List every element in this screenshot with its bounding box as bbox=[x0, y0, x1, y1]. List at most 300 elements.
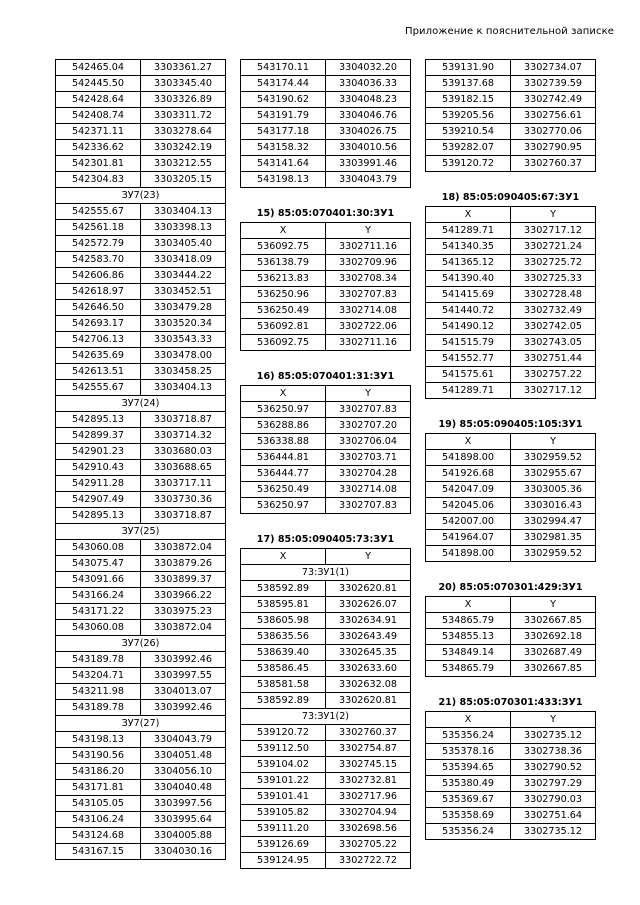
table-row bbox=[426, 645, 596, 661]
cell-x: 541552.77 bbox=[426, 351, 511, 367]
cell-y: 3302714.08 bbox=[326, 482, 411, 498]
table-row bbox=[56, 124, 226, 140]
cell-x: 543190.56 bbox=[56, 748, 141, 764]
cell-x: 543167.15 bbox=[56, 844, 141, 860]
cell-y: 3302760.37 bbox=[326, 725, 411, 741]
cell-x: 536092.75 bbox=[241, 335, 326, 351]
subsection-row bbox=[56, 716, 226, 732]
cell-y: 3302742.49 bbox=[511, 92, 596, 108]
coordinate-table bbox=[425, 596, 596, 677]
coordinate-table bbox=[240, 548, 411, 869]
cell-x: 538581.58 bbox=[241, 677, 326, 693]
table-row bbox=[56, 268, 226, 284]
cell-y: 3303992.46 bbox=[141, 700, 226, 716]
table-row bbox=[56, 364, 226, 380]
cell-y: 3302742.05 bbox=[511, 319, 596, 335]
table-row bbox=[56, 412, 226, 428]
cell-y: 3302728.48 bbox=[511, 287, 596, 303]
cell-y: 3302745.15 bbox=[326, 757, 411, 773]
header-x: X bbox=[426, 207, 511, 223]
table-row bbox=[241, 821, 411, 837]
cell-y: 3303005.36 bbox=[511, 482, 596, 498]
cell-y: 3302790.52 bbox=[511, 760, 596, 776]
table-row bbox=[241, 741, 411, 757]
table-row bbox=[426, 744, 596, 760]
subsection-row bbox=[241, 709, 411, 725]
table-row bbox=[241, 319, 411, 335]
cell-x: 542561.18 bbox=[56, 220, 141, 236]
subsection-row bbox=[56, 524, 226, 540]
cell-y: 3302705.22 bbox=[326, 837, 411, 853]
table-row bbox=[241, 645, 411, 661]
table-row bbox=[241, 677, 411, 693]
section-title: 17) 85:05:090405:73:ЗУ1 bbox=[256, 534, 395, 545]
table-row bbox=[241, 805, 411, 821]
cell-x: 543124.68 bbox=[56, 828, 141, 844]
table-row bbox=[426, 760, 596, 776]
table-row bbox=[56, 460, 226, 476]
cell-y: 3302707.20 bbox=[326, 418, 411, 434]
table-row bbox=[241, 434, 411, 450]
table-row bbox=[56, 604, 226, 620]
cell-x: 538605.98 bbox=[241, 613, 326, 629]
cell-x: 541490.12 bbox=[426, 319, 511, 335]
cell-x: 536092.81 bbox=[241, 319, 326, 335]
header-y: Y bbox=[511, 712, 596, 728]
cell-x: 543189.78 bbox=[56, 700, 141, 716]
cell-x: 541365.12 bbox=[426, 255, 511, 271]
table-row bbox=[241, 303, 411, 319]
cell-y: 3303899.37 bbox=[141, 572, 226, 588]
cell-y: 3304051.48 bbox=[141, 748, 226, 764]
page-header: Приложение к пояснительной записке bbox=[404, 26, 614, 37]
cell-y: 3304048.23 bbox=[326, 92, 411, 108]
cell-y: 3302732.81 bbox=[326, 773, 411, 789]
cell-y: 3304013.07 bbox=[141, 684, 226, 700]
cell-x: 542895.13 bbox=[56, 508, 141, 524]
cell-x: 542555.67 bbox=[56, 380, 141, 396]
cell-x: 543198.13 bbox=[56, 732, 141, 748]
table-row bbox=[426, 824, 596, 840]
section-title: 18) 85:05:090405:67:ЗУ1 bbox=[441, 192, 580, 203]
table-row bbox=[241, 773, 411, 789]
cell-x: 539104.02 bbox=[241, 757, 326, 773]
cell-y: 3303405.40 bbox=[141, 236, 226, 252]
table-row bbox=[426, 239, 596, 255]
header-x: X bbox=[241, 549, 326, 565]
table-row bbox=[56, 572, 226, 588]
table-row bbox=[426, 776, 596, 792]
cell-y: 3303991.46 bbox=[326, 156, 411, 172]
cell-y: 3303205.15 bbox=[141, 172, 226, 188]
table-header-row bbox=[426, 712, 596, 728]
table-row bbox=[241, 853, 411, 869]
table-row bbox=[426, 255, 596, 271]
table-row bbox=[56, 316, 226, 332]
coordinate-table bbox=[55, 59, 226, 860]
table-row bbox=[426, 728, 596, 744]
table-row bbox=[426, 792, 596, 808]
table-row bbox=[56, 172, 226, 188]
cell-x: 541415.69 bbox=[426, 287, 511, 303]
table-row bbox=[426, 482, 596, 498]
cell-y: 3304040.48 bbox=[141, 780, 226, 796]
subsection-label: ЗУ7(27) bbox=[56, 716, 226, 732]
cell-y: 3304043.79 bbox=[141, 732, 226, 748]
cell-y: 3303452.51 bbox=[141, 284, 226, 300]
table-row bbox=[56, 380, 226, 396]
table-row bbox=[56, 444, 226, 460]
table-row bbox=[426, 335, 596, 351]
cell-x: 538586.45 bbox=[241, 661, 326, 677]
cell-y: 3302735.12 bbox=[511, 728, 596, 744]
table-row bbox=[56, 108, 226, 124]
cell-y: 3302645.35 bbox=[326, 645, 411, 661]
table-row bbox=[426, 514, 596, 530]
cell-x: 539137.68 bbox=[426, 76, 511, 92]
table-row bbox=[426, 661, 596, 677]
cell-y: 3302711.16 bbox=[326, 239, 411, 255]
cell-y: 3302708.34 bbox=[326, 271, 411, 287]
cell-y: 3302721.24 bbox=[511, 239, 596, 255]
cell-x: 543171.22 bbox=[56, 604, 141, 620]
cell-y: 3302735.12 bbox=[511, 824, 596, 840]
cell-x: 542045.06 bbox=[426, 498, 511, 514]
cell-y: 3304010.56 bbox=[326, 140, 411, 156]
cell-x: 543204.71 bbox=[56, 668, 141, 684]
cell-x: 539105.82 bbox=[241, 805, 326, 821]
cell-y: 3302739.59 bbox=[511, 76, 596, 92]
cell-x: 543106.24 bbox=[56, 812, 141, 828]
cell-y: 3304043.79 bbox=[326, 172, 411, 188]
cell-x: 542465.04 bbox=[56, 60, 141, 76]
table-row bbox=[241, 239, 411, 255]
cell-y: 3302667.85 bbox=[511, 661, 596, 677]
cell-y: 3303418.09 bbox=[141, 252, 226, 268]
cell-y: 3303717.11 bbox=[141, 476, 226, 492]
table-row bbox=[56, 156, 226, 172]
cell-x: 539126.69 bbox=[241, 837, 326, 853]
cell-y: 3304036.33 bbox=[326, 76, 411, 92]
subsection-row bbox=[56, 636, 226, 652]
cell-x: 539111.20 bbox=[241, 821, 326, 837]
table-row bbox=[241, 271, 411, 287]
cell-y: 3302717.12 bbox=[511, 223, 596, 239]
cell-y: 3302981.35 bbox=[511, 530, 596, 546]
cell-y: 3303992.46 bbox=[141, 652, 226, 668]
cell-x: 539120.72 bbox=[426, 156, 511, 172]
cell-x: 535369.67 bbox=[426, 792, 511, 808]
table-row bbox=[426, 156, 596, 172]
cell-y: 3303326.89 bbox=[141, 92, 226, 108]
cell-x: 542618.97 bbox=[56, 284, 141, 300]
table-row bbox=[426, 546, 596, 562]
cell-x: 542635.69 bbox=[56, 348, 141, 364]
table-row bbox=[56, 700, 226, 716]
cell-y: 3302707.83 bbox=[326, 498, 411, 514]
table-header-row bbox=[426, 434, 596, 450]
cell-x: 543075.47 bbox=[56, 556, 141, 572]
section-spacer bbox=[425, 399, 596, 416]
cell-x: 543060.08 bbox=[56, 620, 141, 636]
header-y: Y bbox=[326, 386, 411, 402]
section-spacer bbox=[425, 677, 596, 694]
cell-x: 543060.08 bbox=[56, 540, 141, 556]
cell-x: 543141.64 bbox=[241, 156, 326, 172]
table-row bbox=[56, 204, 226, 220]
cell-x: 543170.11 bbox=[241, 60, 326, 76]
table-row bbox=[56, 732, 226, 748]
table-row bbox=[56, 540, 226, 556]
table-row bbox=[241, 466, 411, 482]
cell-y: 3303016.43 bbox=[511, 498, 596, 514]
cell-y: 3302626.07 bbox=[326, 597, 411, 613]
table-row bbox=[241, 60, 411, 76]
section-title: 20) 85:05:070301:429:ЗУ1 bbox=[438, 582, 583, 593]
subsection-label: 73:ЗУ1(1) bbox=[241, 565, 411, 581]
table-row bbox=[241, 789, 411, 805]
cell-y: 3302994.47 bbox=[511, 514, 596, 530]
table-row bbox=[241, 629, 411, 645]
cell-y: 3302722.72 bbox=[326, 853, 411, 869]
cell-y: 3302790.95 bbox=[511, 140, 596, 156]
cell-y: 3303966.22 bbox=[141, 588, 226, 604]
table-row bbox=[56, 780, 226, 796]
cell-y: 3302692.18 bbox=[511, 629, 596, 645]
table-row bbox=[56, 236, 226, 252]
coordinate-table bbox=[425, 206, 596, 399]
cell-y: 3303997.56 bbox=[141, 796, 226, 812]
table-row bbox=[241, 837, 411, 853]
table-row bbox=[241, 76, 411, 92]
cell-y: 3303345.40 bbox=[141, 76, 226, 92]
cell-x: 542693.17 bbox=[56, 316, 141, 332]
coordinate-table bbox=[240, 222, 411, 351]
header-y: Y bbox=[511, 597, 596, 613]
table-row bbox=[426, 223, 596, 239]
cell-y: 3302714.08 bbox=[326, 303, 411, 319]
cell-y: 3303879.26 bbox=[141, 556, 226, 572]
cell-x: 542555.67 bbox=[56, 204, 141, 220]
subsection-row bbox=[241, 565, 411, 581]
cell-x: 543191.79 bbox=[241, 108, 326, 124]
cell-x: 534865.79 bbox=[426, 613, 511, 629]
header-y: Y bbox=[326, 549, 411, 565]
table-row bbox=[426, 367, 596, 383]
cell-x: 541390.40 bbox=[426, 271, 511, 287]
table-row bbox=[56, 348, 226, 364]
cell-x: 541515.79 bbox=[426, 335, 511, 351]
cell-x: 542901.23 bbox=[56, 444, 141, 460]
cell-y: 3303478.00 bbox=[141, 348, 226, 364]
cell-x: 543105.05 bbox=[56, 796, 141, 812]
table-row bbox=[56, 556, 226, 572]
cell-y: 3302620.81 bbox=[326, 581, 411, 597]
table-row bbox=[241, 335, 411, 351]
cell-x: 536250.49 bbox=[241, 482, 326, 498]
table-row bbox=[56, 76, 226, 92]
cell-y: 3302751.64 bbox=[511, 808, 596, 824]
table-row bbox=[241, 498, 411, 514]
table-row bbox=[56, 812, 226, 828]
cell-x: 536338.88 bbox=[241, 434, 326, 450]
cell-x: 542428.64 bbox=[56, 92, 141, 108]
table-row bbox=[56, 828, 226, 844]
cell-y: 3302743.05 bbox=[511, 335, 596, 351]
cell-y: 3302732.49 bbox=[511, 303, 596, 319]
table-row bbox=[56, 588, 226, 604]
section-spacer bbox=[240, 188, 411, 205]
table-row bbox=[426, 140, 596, 156]
table-row bbox=[241, 140, 411, 156]
cell-y: 3303212.55 bbox=[141, 156, 226, 172]
cell-x: 542304.83 bbox=[56, 172, 141, 188]
cell-y: 3303520.34 bbox=[141, 316, 226, 332]
cell-x: 539112.50 bbox=[241, 741, 326, 757]
cell-x: 536444.81 bbox=[241, 450, 326, 466]
table-row bbox=[241, 156, 411, 172]
header-x: X bbox=[241, 223, 326, 239]
cell-y: 3303458.25 bbox=[141, 364, 226, 380]
header-x: X bbox=[426, 712, 511, 728]
cell-y: 3303714.32 bbox=[141, 428, 226, 444]
cell-x: 541289.71 bbox=[426, 383, 511, 399]
cell-y: 3302667.85 bbox=[511, 613, 596, 629]
header-y: Y bbox=[326, 223, 411, 239]
section-spacer bbox=[425, 562, 596, 579]
cell-y: 3302709.96 bbox=[326, 255, 411, 271]
subsection-label: ЗУ7(26) bbox=[56, 636, 226, 652]
column-1 bbox=[55, 59, 226, 860]
cell-x: 535356.24 bbox=[426, 824, 511, 840]
cell-y: 3302704.94 bbox=[326, 805, 411, 821]
table-row bbox=[56, 492, 226, 508]
cell-x: 541898.00 bbox=[426, 546, 511, 562]
table-row bbox=[241, 450, 411, 466]
cell-y: 3302698.56 bbox=[326, 821, 411, 837]
cell-y: 3302722.06 bbox=[326, 319, 411, 335]
table-row bbox=[241, 92, 411, 108]
cell-y: 3302633.60 bbox=[326, 661, 411, 677]
cell-y: 3303404.13 bbox=[141, 204, 226, 220]
cell-x: 539282.07 bbox=[426, 140, 511, 156]
cell-y: 3302955.67 bbox=[511, 466, 596, 482]
section-title: 16) 85:05:070401:31:ЗУ1 bbox=[256, 371, 395, 382]
cell-y: 3303278.64 bbox=[141, 124, 226, 140]
cell-y: 3303872.04 bbox=[141, 540, 226, 556]
cell-y: 3304056.10 bbox=[141, 764, 226, 780]
header-x: X bbox=[426, 597, 511, 613]
table-row bbox=[426, 287, 596, 303]
cell-x: 541964.07 bbox=[426, 530, 511, 546]
header-x: X bbox=[426, 434, 511, 450]
cell-x: 538592.89 bbox=[241, 693, 326, 709]
cell-y: 3302725.72 bbox=[511, 255, 596, 271]
table-row bbox=[426, 124, 596, 140]
table-header-row bbox=[426, 597, 596, 613]
cell-x: 542572.79 bbox=[56, 236, 141, 252]
cell-y: 3303688.65 bbox=[141, 460, 226, 476]
cell-x: 534849.14 bbox=[426, 645, 511, 661]
cell-y: 3302757.22 bbox=[511, 367, 596, 383]
cell-x: 536250.97 bbox=[241, 402, 326, 418]
cell-x: 536288.86 bbox=[241, 418, 326, 434]
table-row bbox=[56, 764, 226, 780]
cell-y: 3302634.91 bbox=[326, 613, 411, 629]
cell-y: 3303995.64 bbox=[141, 812, 226, 828]
cell-y: 3303242.19 bbox=[141, 140, 226, 156]
cell-y: 3302706.04 bbox=[326, 434, 411, 450]
cell-y: 3302725.33 bbox=[511, 271, 596, 287]
table-row bbox=[56, 796, 226, 812]
table-row bbox=[426, 60, 596, 76]
cell-y: 3303680.03 bbox=[141, 444, 226, 460]
cell-x: 543171.81 bbox=[56, 780, 141, 796]
cell-y: 3304026.75 bbox=[326, 124, 411, 140]
column-2 bbox=[240, 59, 411, 869]
cell-y: 3304046.76 bbox=[326, 108, 411, 124]
table-row bbox=[241, 172, 411, 188]
table-row bbox=[56, 844, 226, 860]
cell-x: 542371.11 bbox=[56, 124, 141, 140]
coordinate-table bbox=[240, 59, 411, 188]
cell-y: 3303718.87 bbox=[141, 508, 226, 524]
cell-y: 3302707.83 bbox=[326, 402, 411, 418]
table-header-row bbox=[241, 386, 411, 402]
table-row bbox=[56, 252, 226, 268]
cell-y: 3302754.87 bbox=[326, 741, 411, 757]
table-row bbox=[426, 383, 596, 399]
cell-x: 535394.65 bbox=[426, 760, 511, 776]
cell-x: 542899.37 bbox=[56, 428, 141, 444]
cell-x: 543189.78 bbox=[56, 652, 141, 668]
cell-y: 3302717.96 bbox=[326, 789, 411, 805]
cell-y: 3302756.61 bbox=[511, 108, 596, 124]
cell-y: 3302703.71 bbox=[326, 450, 411, 466]
table-row bbox=[426, 108, 596, 124]
subsection-label: 73:ЗУ1(2) bbox=[241, 709, 411, 725]
cell-x: 536250.96 bbox=[241, 287, 326, 303]
cell-y: 3302790.03 bbox=[511, 792, 596, 808]
cell-y: 3302959.52 bbox=[511, 546, 596, 562]
cell-y: 3304030.16 bbox=[141, 844, 226, 860]
cell-y: 3303311.72 bbox=[141, 108, 226, 124]
cell-x: 543166.24 bbox=[56, 588, 141, 604]
cell-y: 3303718.87 bbox=[141, 412, 226, 428]
table-row bbox=[56, 508, 226, 524]
table-row bbox=[241, 581, 411, 597]
cell-x: 534865.79 bbox=[426, 661, 511, 677]
section-spacer bbox=[240, 514, 411, 531]
cell-x: 535380.49 bbox=[426, 776, 511, 792]
table-header-row bbox=[426, 207, 596, 223]
table-row bbox=[426, 271, 596, 287]
table-header-row bbox=[241, 549, 411, 565]
cell-x: 535378.16 bbox=[426, 744, 511, 760]
cell-x: 538595.81 bbox=[241, 597, 326, 613]
cell-x: 542445.50 bbox=[56, 76, 141, 92]
cell-x: 542301.81 bbox=[56, 156, 141, 172]
subsection-label: ЗУ7(24) bbox=[56, 396, 226, 412]
table-row bbox=[56, 684, 226, 700]
cell-x: 536250.49 bbox=[241, 303, 326, 319]
cell-y: 3302738.36 bbox=[511, 744, 596, 760]
table-row bbox=[56, 300, 226, 316]
table-row bbox=[426, 450, 596, 466]
cell-x: 536250.97 bbox=[241, 498, 326, 514]
cell-x: 535358.69 bbox=[426, 808, 511, 824]
cell-x: 539210.54 bbox=[426, 124, 511, 140]
